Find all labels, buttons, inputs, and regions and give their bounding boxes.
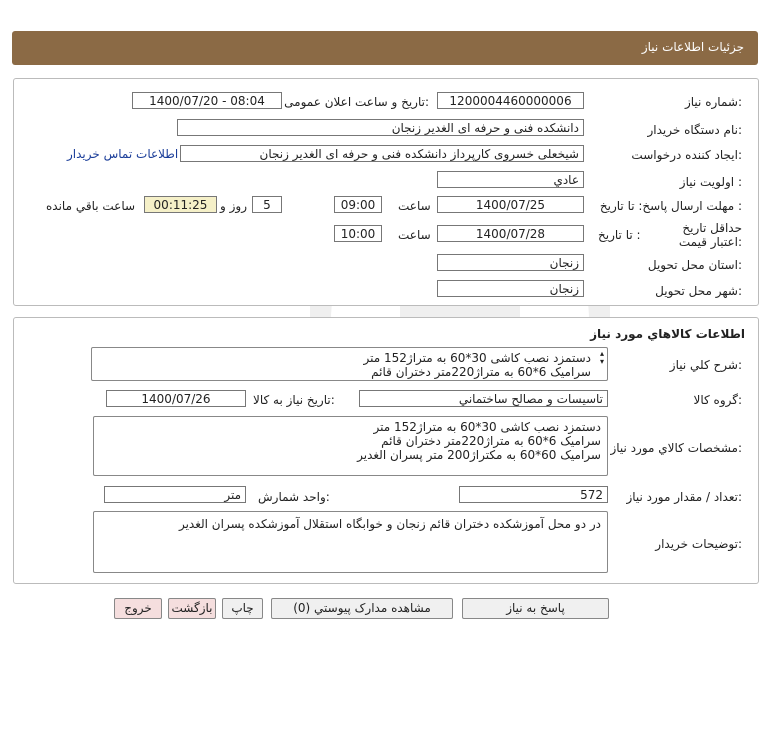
- page-header: [12, 31, 758, 65]
- reply-button[interactable]: پاسخ به نياز: [462, 598, 609, 619]
- exit-button[interactable]: خروج: [114, 598, 162, 619]
- valid-date-field: 1400/07/28: [437, 225, 584, 242]
- spec-box: [93, 416, 608, 476]
- send-time-label: ساعت: [398, 199, 431, 213]
- city-label: شهر محل تحويل:: [655, 284, 742, 298]
- buyer-desc-box: در دو محل آموزشکده دختران قائم زنجان و خوابگاه استقلال آموزشکده پسران الغدیر: [93, 511, 608, 573]
- summary-line-1: دستمزد نصب کاشی 30*60 به متراژ152 متر: [363, 351, 591, 365]
- summary-box: [91, 347, 608, 381]
- days-label: روز و: [220, 199, 247, 213]
- province-label: استان محل تحويل:: [647, 258, 742, 272]
- spec-line-3: سرامیک 60*60 به مکتراژ200 متر پسران الغدیر: [357, 448, 601, 462]
- spec-line-2: سرامیک 6*60 به متراژ220متر دختران قائم: [381, 434, 601, 448]
- send-date-field: 1400/07/25: [437, 196, 584, 213]
- spec-label: مشخصات کالاي مورد نياز:: [610, 441, 742, 455]
- print-button[interactable]: چاپ: [222, 598, 263, 619]
- priority-field: عادي: [437, 171, 584, 188]
- city-field: زنجان: [437, 280, 584, 297]
- valid-time-label: ساعت: [398, 228, 431, 242]
- validity-to-date-label: تا تاريخ :: [598, 228, 641, 242]
- creator-label: ايجاد کننده درخواست:: [631, 148, 742, 162]
- summary-label: شرح کلي نياز:: [669, 358, 742, 372]
- buyer-field: دانشکده فنی و حرفه ای الغدير زنجان: [177, 119, 584, 136]
- valid-time-field: 10:00: [334, 225, 382, 242]
- province-field: زنجان: [437, 254, 584, 271]
- days-field: 5: [252, 196, 282, 213]
- goods-section-title: اطلاعات کالاهاي مورد نياز: [590, 327, 745, 341]
- need-date-label: تاريخ نياز به کالا:: [253, 393, 335, 407]
- group-label: گروه کالا:: [693, 393, 742, 407]
- qty-field: 572: [459, 486, 608, 503]
- scroll-arrows-icon: ▴ ▾: [599, 349, 604, 366]
- contact-info-link[interactable]: اطلاعات تماس خريدار: [67, 147, 179, 161]
- attachments-button[interactable]: مشاهده مدارک پيوستي (0): [271, 598, 453, 619]
- remaining-time-field: 00:11:25: [144, 196, 217, 213]
- remaining-label: ساعت باقي مانده: [46, 199, 136, 213]
- page-title: جزئيات اطلاعات نياز: [641, 40, 744, 54]
- priority-label: اولويت نياز :: [679, 175, 742, 189]
- announce-label: تاريخ و ساعت اعلان عمومی:: [284, 95, 429, 109]
- need-number-field: 1200004460000006: [437, 92, 584, 109]
- unit-field: متر: [104, 486, 246, 503]
- spec-line-1: دستمزد نصب کاشی 30*60 به متراژ152 متر: [373, 420, 601, 434]
- back-button[interactable]: بازگشت: [168, 598, 216, 619]
- creator-field: شيخعلی خسروی کارپرداز دانشکده فنی و حرفه ای الغدير زنجان: [180, 145, 584, 162]
- need-date-field: 1400/07/26: [106, 390, 246, 407]
- send-deadline-label: مهلت ارسال پاسخ: تا تاريخ :: [599, 199, 742, 213]
- announce-field: 1400/07/20 - 08:04: [132, 92, 282, 109]
- buyer-desc-label: توضيحات خريدار:: [655, 537, 742, 551]
- buyer-label: نام دستگاه خريدار:: [647, 123, 742, 137]
- qty-label: تعداد / مقدار مورد نياز:: [626, 490, 742, 504]
- unit-label: واحد شمارش:: [258, 490, 330, 504]
- summary-line-2: سرامیک 6*60 به متراژ220متر دختران قائم: [371, 365, 591, 379]
- need-number-label: شماره نياز:: [684, 95, 742, 109]
- send-time-field: 09:00: [334, 196, 382, 213]
- group-field: تاسيسات و مصالح ساختماني: [359, 390, 608, 407]
- validity-label: حداقل تاريخ اعتبار قيمت:: [678, 221, 742, 249]
